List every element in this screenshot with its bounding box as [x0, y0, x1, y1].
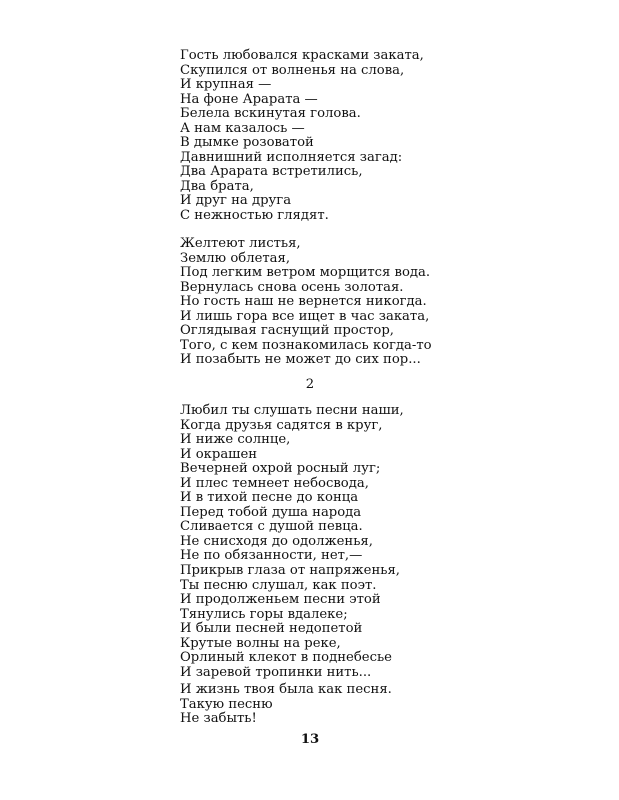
poem-line: Тянулись горы вдалеке; [180, 606, 348, 622]
poem-line: И заревой тропинки нить... [180, 664, 372, 680]
poem-line: Перед тобой душа народа [180, 504, 362, 520]
poem-line: И крупная — [180, 77, 272, 93]
poem-line: С нежностью глядят. [180, 208, 329, 224]
poem-line: Орлиный клекот в поднебесье [180, 650, 392, 666]
stanza-2 [180, 237, 432, 368]
poem-line: Оглядывая гаснущий простор, [180, 323, 394, 339]
poem-line: Давнишний исполняется загад: [180, 149, 403, 165]
poem-line: Любил ты слушать песни наши, [180, 403, 404, 418]
poem-line: И позабыть не может до сих пор... [180, 352, 421, 368]
stanza-4 [180, 683, 392, 727]
poem-line: И жизнь твоя была как песня. [180, 682, 392, 697]
poem-line: Не по обязанности, нет,— [180, 548, 363, 564]
poem-line: И ниже солнце, [180, 432, 291, 448]
poem-line: Вечерней охрой росный луг; [180, 461, 381, 477]
poem-line: И в тихой песне до конца [180, 490, 359, 506]
poem-line: Но гость наш не вернется никогда. [180, 294, 427, 310]
stanza-3 [180, 404, 404, 680]
poem-line: Под легким ветром морщится вода. [180, 265, 431, 281]
poem-line: Прикрыв глаза от напряженья, [180, 563, 400, 579]
poem-line: И друг на друга [180, 193, 292, 209]
poem-line: Когда друзья садятся в круг, [180, 417, 383, 433]
poem-line: Землю облетая, [180, 250, 291, 266]
poem-line: Вернулась снова осень золотая. [180, 279, 404, 295]
page-number: 13 [300, 732, 320, 747]
poem-line: И были песней недопетой [180, 621, 363, 637]
poem-line: И окрашен [180, 446, 258, 462]
poem-line: Два Арарата встретились, [180, 164, 363, 180]
poem-line: А нам казалось — [180, 120, 305, 136]
poem-line: Два брата, [180, 178, 254, 194]
poem-line: Не забыть! [180, 711, 257, 727]
poem-line: На фоне Арарата — [180, 91, 318, 107]
poem-line: Скупился от волненья на слова, [180, 62, 405, 78]
poem-line: И лишь гора все ищет в час заката, [180, 308, 430, 324]
poem-line: Ты песню слушал, как поэт. [180, 577, 377, 593]
poem-line: Сливается с душой певца. [180, 519, 363, 535]
poem-line: Крутые волны на реке, [180, 635, 341, 651]
poem-line: Желтеют листья, [180, 236, 301, 251]
stanza-1 [180, 49, 424, 224]
section-number: 2 [305, 377, 315, 392]
poem-line: И плес темнеет небосвода, [180, 475, 369, 491]
poem-line: В дымке розоватой [180, 135, 314, 151]
poem-line: И продолженьем песни этой [180, 592, 381, 608]
poem-line: Того, с кем познакомилась когда-то [180, 337, 432, 353]
poem-line: Не снисходя до одолженья, [180, 533, 373, 549]
poem-line: Такую песню [180, 696, 273, 712]
poem-line: Гость любовался красками заката, [180, 48, 424, 63]
poem-line: Белела вскинутая голова. [180, 106, 361, 122]
